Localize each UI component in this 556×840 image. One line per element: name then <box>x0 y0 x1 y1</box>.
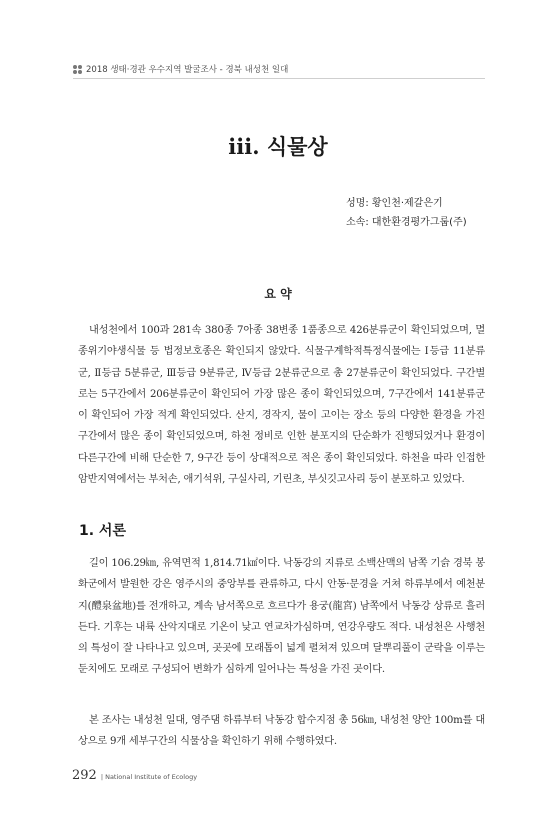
footer-institution: | National Institute of Ecology <box>100 773 198 781</box>
page-footer <box>72 768 197 783</box>
header-dots-icon <box>73 65 82 74</box>
summary-heading: 요 약 <box>264 287 292 301</box>
page-number: 292 <box>72 768 97 783</box>
author-name: 성명: 황인천·제갈은기 <box>346 198 443 209</box>
header-divider <box>73 78 485 79</box>
section-heading-introduction: 1. 서론 <box>79 523 126 539</box>
introduction-paragraph-1: 길이 106.29㎞, 유역면적 1,814.71㎢이다. 낙동강의 지류로 소백산맥의 남쪽 기슭 경북 봉화군에서 발원한 강은 영주시의 중앙부를 관류하고, 다시 안동·문경을 거쳐 하류부에서 예천분지(醴泉盆地)를 전개하고, 계속 남서쪽으로 흐르다가 용궁(龍宮) 남쪽에서 낙동강 상류로 흘러든다. 기후는 내륙 산악지대로 기온이 낮고 연교차가심하며, 연강우량도 적다. 내성천은 사행천의 특성이 잘 나타나고 있으며, 곳곳에 모래톱이 넓게 펼쳐져 있으며 달뿌리풀이 군락을 이루는 둔치에도 모래로 구성되어 변화가 심하게 일어나는 특성을 가진 곳이다. <box>78 558 485 676</box>
running-title: 2018 생태·경관 우수지역 발굴조사 - 경북 내성천 일대 <box>86 65 289 75</box>
chapter-title: iii. 식물상 <box>228 134 328 159</box>
introduction-paragraph-2: 본 조사는 내성천 일대, 영주댐 하류부터 낙동강 합수지점 총 56㎞, 내성천 양안 100m를 대상으로 9개 세부구간의 식물상을 확인하기 위해 수행하였다. <box>78 715 485 748</box>
author-affiliation: 소속: 대한환경평가그룹(주) <box>346 217 467 228</box>
summary-paragraph: 내성천에서 100과 281속 380종 7아종 38변종 1품종으로 426분류군이 확인되었으며, 멸종위기야생식물 등 법정보호종은 확인되지 않았다. 식물구계학적특정식물에는 Ⅰ등급 11분류군, Ⅱ등급 5분류군, Ⅲ등급 9분류군, Ⅳ등급 2분류군으로 총 27분류군이 확인되었다. 구간별로는 5구간에서 206분류군이 확인되어 가장 많은 종이 확인되었으며, 7구간에서 141분류군이 확인되어 가장 적게 확인되었다. 산지, 경작지, 물이 고이는 장소 등의 다양한 환경을 가진 구간에서 많은 종이 확인되었으며, 하천 정비로 인한 분포지의 단순화가 진행되었거나 환경이 다른구간에 비해 단순한 7, 9구간 등이 상대적으로 적은 종이 확인되었다. 하천을 따라 인접한 암반지역에서는 부처손, 애기석위, 구실사리, 기린초, 부싯깃고사리 등이 분포하고 있었다. <box>78 325 485 486</box>
running-header <box>73 63 485 75</box>
